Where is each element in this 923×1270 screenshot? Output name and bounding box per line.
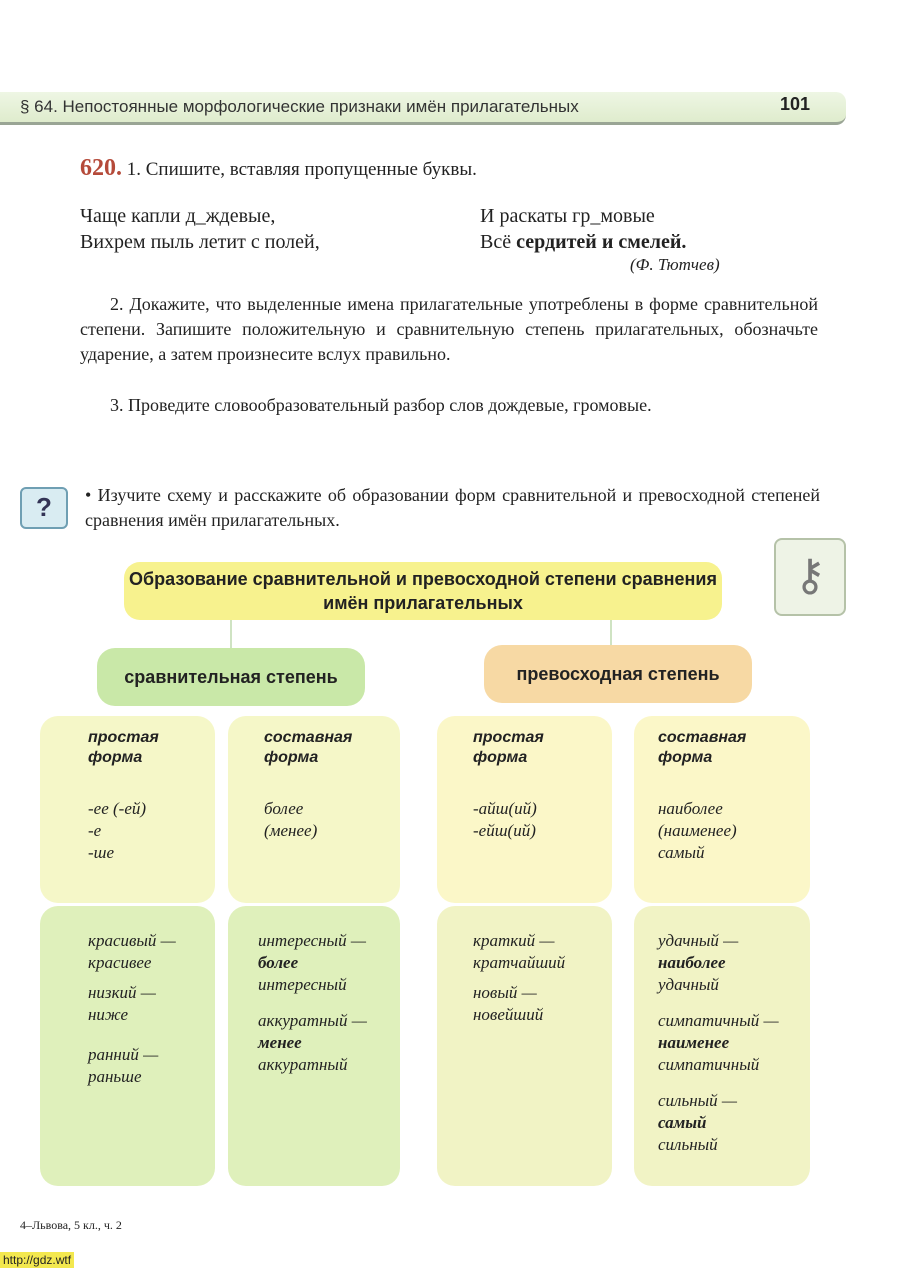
- example: симпатичный: [658, 1055, 760, 1074]
- page-number: 101: [780, 94, 811, 114]
- question-body: Изучите схему и расскажите об образовании форм сравнительной и превосходной степеней сравнения имён прилагательных.: [85, 485, 820, 530]
- example: сильный —: [658, 1091, 738, 1110]
- watermark-link[interactable]: http://gdz.wtf: [0, 1252, 74, 1268]
- example: новый —: [473, 983, 537, 1002]
- suffix: -ше: [88, 843, 115, 862]
- example: новейший: [473, 1005, 544, 1024]
- poem-right: [480, 203, 686, 255]
- superlative-compound-words: [634, 716, 810, 903]
- example: сильный: [658, 1135, 718, 1154]
- column-heading: простая форма: [473, 729, 544, 766]
- example: красивее: [88, 953, 152, 972]
- poem-line: Вихрем пыль летит с полей,: [80, 231, 320, 253]
- comparative-label: сравнительная степень: [97, 648, 365, 706]
- poem-line: [480, 229, 686, 255]
- aux-word: наиболее: [658, 799, 723, 818]
- poem-left: [80, 203, 320, 255]
- suffix: -е: [88, 821, 102, 840]
- poem-line: Чаще капли д_ждевые,: [80, 205, 276, 227]
- section-title: § 64. Непостоянные морфологические признаки имён прилагательных: [20, 97, 579, 116]
- superlative-label: превосходная степень: [484, 645, 752, 703]
- column-heading: составная форма: [658, 729, 747, 766]
- column-heading: составная форма: [264, 729, 353, 766]
- aux-word: (наименее): [658, 821, 737, 840]
- example: удачный: [658, 975, 719, 994]
- example: низкий —: [88, 983, 156, 1002]
- example: самый: [658, 1113, 707, 1132]
- example: аккуратный —: [258, 1011, 367, 1030]
- aux-word: (менее): [264, 821, 318, 840]
- superlative-simple-examples: [437, 906, 612, 1186]
- footer-note: 4–Львова, 5 кл., ч. 2: [20, 1218, 122, 1232]
- suffix: -ейш(ий): [473, 821, 536, 840]
- example: менее: [258, 1033, 302, 1052]
- connector: [610, 620, 612, 648]
- task-2: 2. Докажите, что выделенные имена прилагательные употреблены в форме сравнительной степени. Запишите положительную и сравнительную степень прилагательных, обозначьте ударение, а затем произнесите вслух правильно.: [80, 294, 818, 364]
- poem-text: Всё: [480, 231, 517, 253]
- example: интересный: [258, 975, 347, 994]
- example: интересный —: [258, 931, 366, 950]
- example: краткий —: [473, 931, 555, 950]
- example: удачный —: [658, 931, 739, 950]
- aux-word: более: [264, 799, 304, 818]
- suffix: -айш(ий): [473, 799, 537, 818]
- exercise-heading: [80, 155, 477, 183]
- poem-bold: сердитей и смелей.: [516, 231, 687, 253]
- task-1: 1. Спишите, вставляя пропущенные буквы.: [126, 159, 477, 180]
- example: наименее: [658, 1033, 730, 1052]
- key-icon: ⚷: [774, 538, 846, 616]
- question-icon: ?: [20, 487, 68, 529]
- example: раньше: [88, 1067, 142, 1086]
- comparative-compound-words: [228, 716, 400, 903]
- connector: [230, 620, 232, 650]
- superlative-simple-suffixes: [437, 716, 612, 903]
- example: более: [258, 953, 299, 972]
- comparative-simple-examples: [40, 906, 215, 1186]
- comparative-simple-suffixes: [40, 716, 215, 903]
- superlative-compound-examples: [634, 906, 810, 1186]
- example: аккуратный: [258, 1055, 348, 1074]
- example: симпатичный —: [658, 1011, 779, 1030]
- example: ранний —: [88, 1045, 159, 1064]
- scheme-title: Образование сравнительной и превосходной степени сравнения имён прилагательных: [124, 562, 722, 620]
- aux-word: самый: [658, 843, 705, 862]
- question-text: • Изучите схему и расскажите об образовании форм сравнительной и превосходной степеней сравнения имён прилагательных.: [85, 485, 820, 530]
- suffix: -ее (-ей): [88, 799, 147, 818]
- poem-author: (Ф. Тютчев): [630, 255, 720, 274]
- example: ниже: [88, 1005, 129, 1024]
- poem-line: И раскаты гр_мовые: [480, 205, 655, 227]
- example: кратчайший: [473, 953, 566, 972]
- example: красивый —: [88, 931, 176, 950]
- column-heading: простая форма: [88, 729, 159, 766]
- example: наиболее: [658, 953, 726, 972]
- exercise-number: 620.: [80, 155, 122, 181]
- comparative-compound-examples: [228, 906, 400, 1186]
- task-3: 3. Проведите словообразовательный разбор слов дождевые, громовые.: [110, 395, 652, 415]
